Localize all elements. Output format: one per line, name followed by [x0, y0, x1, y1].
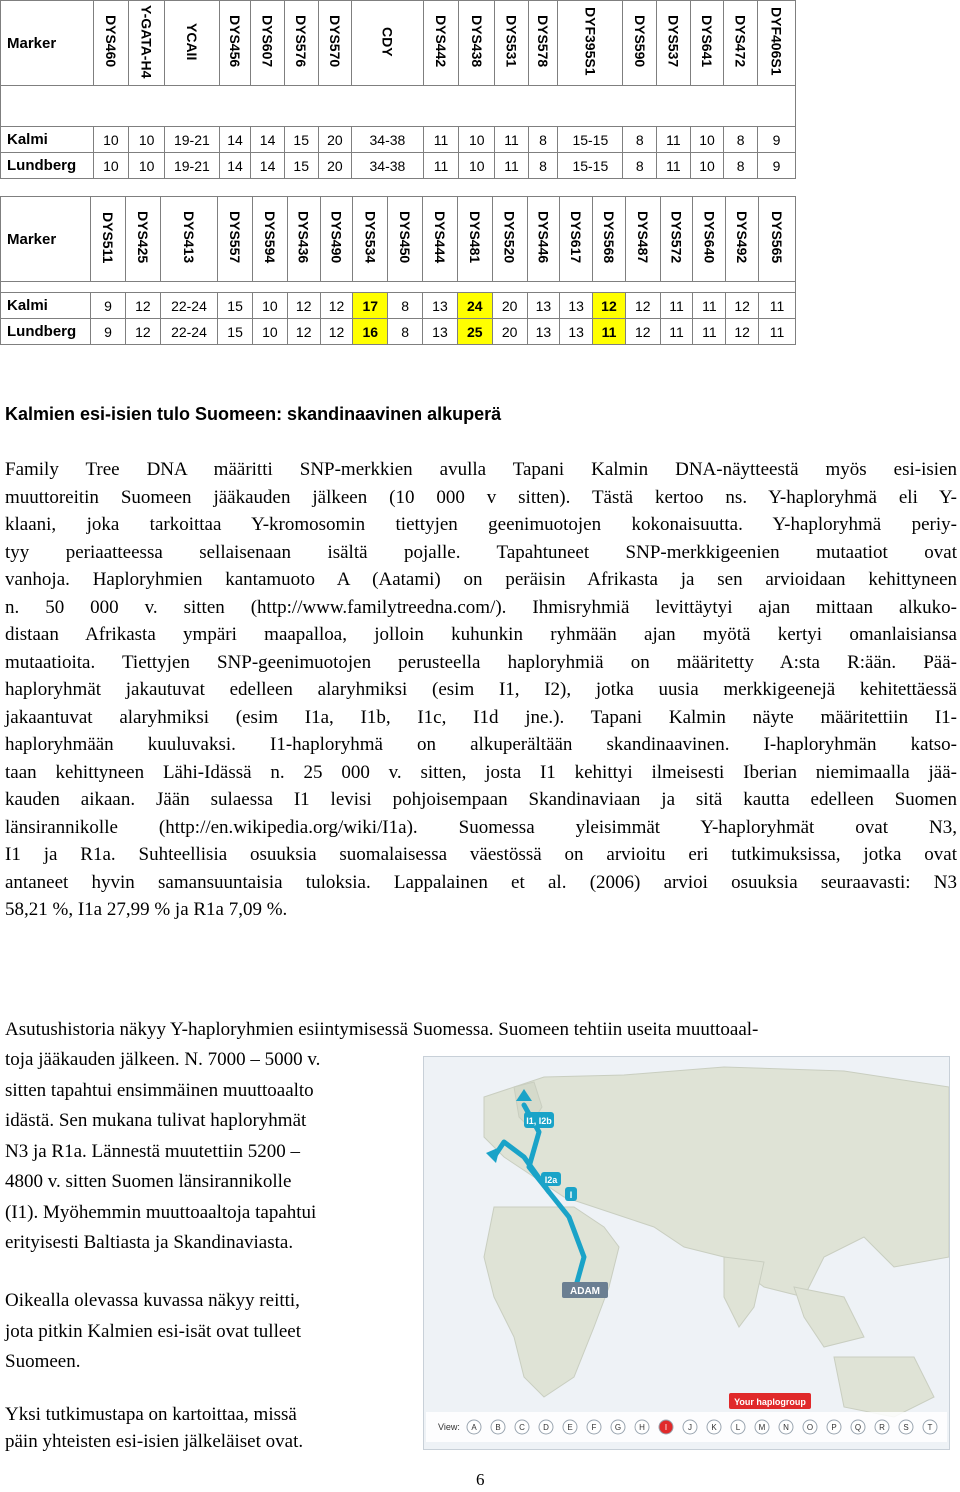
kalmi-value-cell: 10 [252, 293, 287, 319]
lundberg-value-cell: 11 [495, 153, 529, 179]
lundberg-value-cell: 12 [287, 319, 320, 345]
lundberg-value-cell: 10 [252, 319, 287, 345]
kalmi-value-cell: 9 [91, 293, 126, 319]
paragraph-line: n. 50 000 v. sitten (http://www.familytreedna.com/). Ihmisryhmiä levittäytyi ajan mittaan alkuko- [5, 596, 957, 618]
marker-name: DYS617 [568, 211, 585, 264]
paragraph-line: haploryhmään kuuluvaksi. I1-haploryhmä on alkuperältään skandinaavinen. I-haploryhmän katso- [5, 734, 957, 755]
lundberg-label: Lundberg [1, 319, 91, 345]
marker-name: DYS444 [431, 211, 448, 264]
lundberg-value-cell: 15 [218, 319, 253, 345]
lundberg-value-cell: 9 [758, 153, 796, 179]
paragraph-line: Asutushistoria näkyy Y-haploryhmien esiintymisessä Suomessa. Suomeen tehtiin useita muuttoaal- [5, 1019, 759, 1040]
haplogroup-option-label: C [519, 1423, 525, 1432]
marker-name: DYS534 [362, 211, 379, 264]
paragraph-line: toja jääkauden jälkeen. N. 7000 – 5000 v. [5, 1049, 321, 1070]
paragraph-line: antaneet hyvin samansuuntaisia tuloksia. Lappalainen et al. (2006) arvioi osuuksia seuraavasti: N3 [5, 871, 957, 893]
haplogroup-option-label: A [471, 1423, 477, 1432]
lundberg-value-cell: 15-15 [558, 153, 623, 179]
marker-name: DYS531 [503, 15, 520, 68]
paragraph-line: taan kehittyneen Lähi-Idässä n. 25 000 v. sitten, josta I1 kehittyi ilmeisesti Iberian niemimaalla jää- [5, 761, 957, 783]
marker-cell [287, 197, 320, 282]
haplogroup-option-label: E [567, 1423, 573, 1432]
marker-name: DYS594 [261, 211, 278, 264]
haplogroup-option-label: L [735, 1423, 741, 1432]
marker-name: DYS436 [295, 211, 312, 264]
lundberg-value-cell: 11 [657, 153, 691, 179]
kalmi-value-cell: 15-15 [558, 127, 623, 153]
kalmi-value-cell: 8 [528, 127, 557, 153]
lundberg-value-cell: 11 [693, 319, 726, 345]
paragraph-line: muuttoreitin Suomeen jääkauden jälkeen (10 000 v sitten). Tästä kertoo ns. Y-haploryhmä eli Y- [5, 486, 957, 508]
haplogroup-option-label: K [711, 1423, 717, 1432]
lundberg-value-cell: 19-21 [165, 153, 220, 179]
kalmi-value-cell: 13 [423, 293, 458, 319]
haplogroup-option-label: T [927, 1423, 933, 1432]
haplogroup-option-label: B [495, 1423, 501, 1432]
paragraph-line: jakaantuvat alaryhmiksi (esim I1a, I1b, I1c, I1d jne.). Tapani Kalmin näyte määritettiin I1- [5, 706, 957, 728]
marker-label: Marker [1, 197, 91, 282]
marker-name: CDY [379, 26, 396, 57]
marker-name: DYS565 [769, 211, 786, 264]
lundberg-value-cell: 12 [726, 319, 759, 345]
paragraph-line: jota pitkin Kalmien esi-isät ovat tulleet [5, 1320, 302, 1342]
marker-name: DYS490 [328, 211, 345, 264]
marker-cell [558, 1, 623, 86]
kalmi-value-cell: 13 [527, 293, 560, 319]
marker-name: DYS425 [134, 211, 151, 264]
kalmi-value-cell: 20 [318, 127, 352, 153]
haplogroup-option-label: S [903, 1423, 909, 1432]
str-table-1 [0, 0, 796, 179]
marker-name: DYS442 [433, 15, 450, 68]
haplogroup-option-label: J [688, 1423, 692, 1432]
marker-cell [353, 197, 388, 282]
view-label: View: [438, 1422, 460, 1432]
kalmi-value-cell: 12 [287, 293, 320, 319]
kalmi-value-cell: 10 [129, 127, 165, 153]
kalmi-value-cell: 11 [693, 293, 726, 319]
marker-cell [320, 197, 353, 282]
haplogroup-option-label: Q [854, 1423, 862, 1432]
marker-cell [527, 197, 560, 282]
kalmi-value-cell: 12 [320, 293, 353, 319]
route-label-i1-i2b: I1, I2b [526, 1116, 552, 1126]
marker-header-row [1, 1, 796, 86]
marker-name: DYS557 [227, 211, 244, 264]
marker-cell [129, 1, 165, 86]
paragraph-route [5, 1286, 405, 1378]
paragraph-research [5, 1401, 405, 1455]
paragraph-line: 4800 v. sitten Suomen länsirannikolle [5, 1171, 292, 1192]
paragraph-settlement [5, 1045, 405, 1259]
lundberg-value-cell: 9 [91, 319, 126, 345]
marker-name: DYS450 [397, 211, 414, 264]
paragraph-settlement-first-line [5, 1016, 957, 1044]
marker-cell [758, 1, 796, 86]
kalmi-row [1, 293, 796, 319]
lundberg-value-cell: 34-38 [352, 153, 424, 179]
section-heading: Kalmien esi-isien tulo Suomeen: skandinaavinen alkuperä [5, 404, 502, 424]
lundberg-value-cell: 13 [560, 319, 593, 345]
marker-name: DYS446 [535, 211, 552, 264]
route-label-i2a: I2a [544, 1175, 558, 1185]
lundberg-value-cell: 13 [423, 319, 458, 345]
paragraph-line: Family Tree DNA määritti SNP-merkkien avulla Tapani Kalmin DNA-näytteestä myös esi-isien [5, 459, 957, 480]
lundberg-value-cell: 13 [527, 319, 560, 345]
your-haplogroup-label: Your haplogroup [734, 1397, 806, 1407]
marker-name: DYS640 [701, 211, 718, 264]
marker-cell [724, 1, 758, 86]
kalmi-value-cell: 13 [560, 293, 593, 319]
paragraph-line: vanhoja. Haploryhmien kantamuoto A (Aatami) on peräisin Afrikasta ja sen arvioidaan kehittyneen [5, 569, 957, 590]
haplogroup-option-label: O [806, 1423, 814, 1432]
paragraph-line: N3 ja R1a. Lännestä muutettiin 5200 – [5, 1140, 300, 1162]
marker-cell [693, 197, 726, 282]
lundberg-value-cell: 8 [623, 153, 657, 179]
kalmi-value-cell: 12 [625, 293, 660, 319]
paragraph-line: I1 ja R1a. Suhteellisia osuuksia suomalaisessa väestössä on arvioitu eri tutkimuksissa, jotka ovat [5, 844, 957, 865]
kalmi-value-cell: 12 [125, 293, 160, 319]
lundberg-value-cell: 16 [353, 319, 388, 345]
kalmi-value-cell: 10 [459, 127, 495, 153]
kalmi-value-cell: 19-21 [165, 127, 220, 153]
kalmi-label: Kalmi [1, 127, 94, 153]
kalmi-value-cell: 10 [690, 127, 724, 153]
marker-name: DYS607 [259, 15, 276, 68]
lundberg-value-cell: 15 [284, 153, 318, 179]
haplogroup-option-label: I [664, 1423, 668, 1432]
marker-cell [726, 197, 759, 282]
marker-name: DYS570 [326, 15, 343, 68]
kalmi-value-cell: 10 [93, 127, 129, 153]
kalmi-value-cell: 11 [495, 127, 529, 153]
marker-name: DYS578 [535, 15, 552, 68]
marker-cell [165, 1, 220, 86]
marker-name: DYS460 [102, 15, 119, 68]
paragraph-line: päin yhteisten esi-isien jälkeläiset ovat. [5, 1431, 304, 1452]
paragraph-line: haploryhmät jakautuvat edelleen alaryhmiksi (esim I1, I2), jotka uusia merkkigeenejä kehitettäessä [5, 679, 957, 700]
marker-cell [388, 197, 423, 282]
kalmi-row [1, 127, 796, 153]
lundberg-row [1, 153, 796, 179]
marker-name: DYS576 [293, 15, 310, 68]
lundberg-value-cell: 14 [219, 153, 251, 179]
marker-name: YCAII [183, 22, 200, 61]
paragraph-line: 58,21 %, I1a 27,99 % ja R1a 7,09 %. [5, 899, 288, 920]
marker-name: DYS572 [668, 211, 685, 264]
marker-cell [560, 197, 593, 282]
lundberg-value-cell: 11 [759, 319, 796, 345]
paragraph-line: länsirannikolle (http://en.wikipedia.org/wiki/I1a). Suomessa yleisimmät Y-haploryhmät ovat N3, [5, 816, 957, 838]
marker-cell [495, 1, 529, 86]
kalmi-value-cell: 12 [726, 293, 759, 319]
marker-cell [252, 197, 287, 282]
haplogroup-option-label: P [831, 1423, 837, 1432]
lundberg-value-cell: 8 [724, 153, 758, 179]
marker-cell [352, 1, 424, 86]
marker-cell [459, 1, 495, 86]
lundberg-value-cell: 25 [457, 319, 492, 345]
marker-cell [219, 1, 251, 86]
lundberg-value-cell: 11 [593, 319, 626, 345]
marker-cell [125, 197, 160, 282]
marker-cell [759, 197, 796, 282]
marker-cell [690, 1, 724, 86]
haplogroup-option-label: D [543, 1423, 549, 1432]
kalmi-value-cell: 14 [251, 127, 285, 153]
marker-name: DYF406S1 [768, 7, 785, 76]
marker-name: DYS456 [226, 15, 243, 68]
paragraph-line: mutaatioita. Tiettyjen SNP-geenimuotojen perusteella haploryhmiä on määritetty A:sta R:ään. Pää- [5, 651, 957, 673]
lundberg-row [1, 319, 796, 345]
lundberg-value-cell: 14 [251, 153, 285, 179]
spacer-row [1, 282, 796, 293]
lundberg-value-cell: 8 [388, 319, 423, 345]
haplogroup-option-label: F [591, 1423, 597, 1432]
lundberg-value-cell: 12 [125, 319, 160, 345]
marker-name: DYS472 [732, 15, 749, 68]
marker-name: DYS487 [634, 211, 651, 264]
kalmi-value-cell: 12 [593, 293, 626, 319]
paragraph-line: klaani, joka tarkoittaa Y-kromosomin tiettyjen geenimuotojen kokonaisuutta. Y-haploryhmä periy- [5, 514, 957, 535]
str-table-2 [0, 196, 796, 345]
lundberg-value-cell: 11 [660, 319, 693, 345]
marker-cell [160, 197, 217, 282]
marker-cell [593, 197, 626, 282]
kalmi-value-cell: 34-38 [352, 127, 424, 153]
kalmi-value-cell: 9 [758, 127, 796, 153]
marker-cell [660, 197, 693, 282]
marker-name: Y-GATA-H4 [138, 4, 155, 79]
marker-cell [623, 1, 657, 86]
marker-name: DYF395S1 [582, 7, 599, 76]
haplogroup-option-label: N [783, 1423, 789, 1432]
haplogroup-option-label: G [614, 1423, 622, 1432]
marker-cell [528, 1, 557, 86]
marker-cell [423, 197, 458, 282]
lundberg-value-cell: 20 [318, 153, 352, 179]
lundberg-value-cell: 11 [423, 153, 459, 179]
marker-name: DYS537 [665, 15, 682, 68]
lundberg-value-cell: 10 [93, 153, 129, 179]
paragraph-line: Yksi tutkimustapa on kartoittaa, missä [5, 1404, 297, 1425]
lundberg-value-cell: 20 [492, 319, 527, 345]
marker-name: DYS568 [600, 211, 617, 264]
marker-cell [423, 1, 459, 86]
marker-name: DYS481 [466, 211, 483, 264]
marker-cell [284, 1, 318, 86]
haplogroup-option-label: M [758, 1423, 766, 1432]
marker-name: DYS641 [699, 15, 716, 68]
kalmi-value-cell: 22-24 [160, 293, 217, 319]
paragraph-line: Oikealla olevassa kuvassa näkyy reitti, [5, 1290, 300, 1311]
lundberg-value-cell: 10 [459, 153, 495, 179]
kalmi-value-cell: 24 [457, 293, 492, 319]
marker-cell [91, 197, 126, 282]
kalmi-value-cell: 8 [623, 127, 657, 153]
kalmi-value-cell: 11 [759, 293, 796, 319]
paragraph-line: kauden aikaan. Jään sulaessa I1 levisi pohjoisempaan Skandinaviaan ja sitä kautta edelleen Suomen [5, 789, 957, 810]
lundberg-value-cell: 22-24 [160, 319, 217, 345]
kalmi-value-cell: 11 [660, 293, 693, 319]
paragraph-haplogroup [5, 456, 957, 924]
haplogroup-option-label: H [639, 1423, 645, 1432]
marker-name: DYS511 [100, 211, 117, 264]
marker-cell [318, 1, 352, 86]
kalmi-value-cell: 8 [724, 127, 758, 153]
paragraph-line: distaan Afrikasta ympäri maapalloa, jolloin kuhunkin ryhmään ajan myötä kertyi omanlaisiansa [5, 624, 957, 645]
haplogroup-option-label: R [879, 1423, 885, 1432]
marker-cell [93, 1, 129, 86]
paragraph-line: tyy periaatteessa sellaisenaan isältä pojalle. Tapahtuneet SNP-merkkigeenien mutaatiot ovat [5, 541, 957, 563]
marker-cell [251, 1, 285, 86]
kalmi-value-cell: 20 [492, 293, 527, 319]
paragraph-line: sitten tapahtui ensimmäinen muuttoaalto [5, 1079, 314, 1101]
migration-map [423, 1056, 950, 1450]
lundberg-value-cell: 12 [625, 319, 660, 345]
kalmi-value-cell: 11 [423, 127, 459, 153]
marker-name: DYS520 [501, 211, 518, 264]
kalmi-value-cell: 14 [219, 127, 251, 153]
lundberg-label: Lundberg [1, 153, 94, 179]
lundberg-value-cell: 12 [320, 319, 353, 345]
paragraph-line: idästä. Sen mukana tulivat haploryhmät [5, 1110, 307, 1131]
page-number: 6 [476, 1470, 485, 1489]
origin-label-adam: ADAM [570, 1286, 600, 1297]
paragraph-line: erityisesti Baltiasta ja Skandinaviasta. [5, 1232, 294, 1253]
marker-name: DYS492 [734, 211, 751, 264]
kalmi-value-cell: 8 [388, 293, 423, 319]
marker-cell [457, 197, 492, 282]
spacer-row [1, 86, 796, 127]
lundberg-value-cell: 8 [528, 153, 557, 179]
marker-label: Marker [1, 1, 94, 86]
kalmi-value-cell: 15 [284, 127, 318, 153]
route-label-i: I [569, 1190, 573, 1200]
kalmi-label: Kalmi [1, 293, 91, 319]
marker-name: DYS413 [180, 211, 197, 264]
marker-header-row [1, 197, 796, 282]
marker-name: DYS590 [631, 15, 648, 68]
kalmi-value-cell: 17 [353, 293, 388, 319]
kalmi-value-cell: 15 [218, 293, 253, 319]
paragraph-line: Suomeen. [5, 1351, 81, 1372]
lundberg-value-cell: 10 [690, 153, 724, 179]
marker-cell [657, 1, 691, 86]
paragraph-line: (I1). Myöhemmin muuttoaaltoja tapahtui [5, 1201, 317, 1223]
marker-name: DYS438 [468, 15, 485, 68]
marker-cell [218, 197, 253, 282]
kalmi-value-cell: 11 [657, 127, 691, 153]
lundberg-value-cell: 10 [129, 153, 165, 179]
world-map-graphic [424, 1057, 949, 1449]
marker-cell [492, 197, 527, 282]
marker-cell [625, 197, 660, 282]
